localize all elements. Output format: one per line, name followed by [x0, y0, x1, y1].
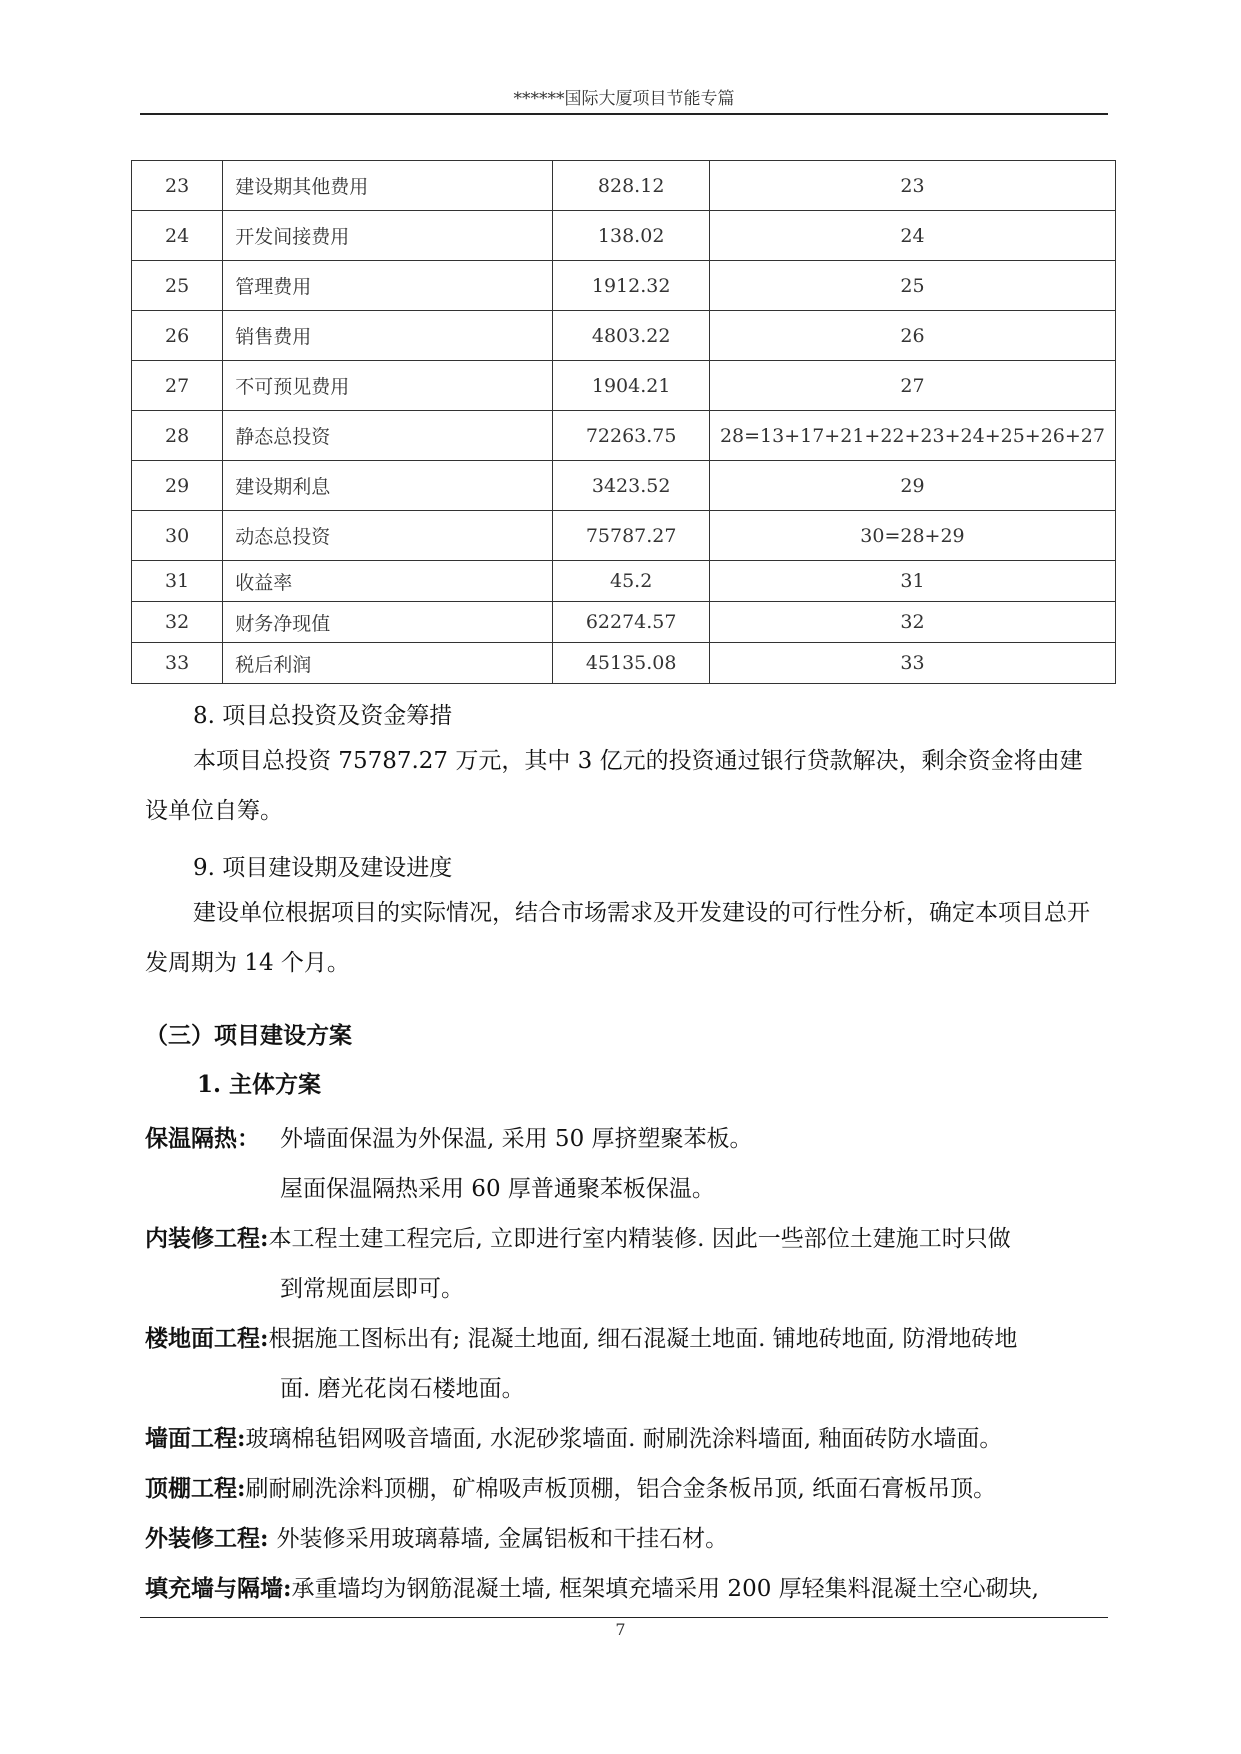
definition-text: 刷耐刷洗涂料顶棚，矿棉吸声板顶棚，铝合金条板吊顶, 纸面石膏板吊顶。: [245, 1476, 997, 1502]
row-note: 24: [709, 211, 1115, 261]
body-text: [145, 696, 1105, 988]
row-number: 31: [132, 561, 223, 602]
definition-wall: [145, 1414, 1110, 1464]
section-9-heading: 9. 项目建设期及建设进度: [193, 855, 453, 881]
row-value: 138.02: [553, 211, 710, 261]
table-row: [132, 411, 1116, 461]
subsection-heading: 1. 主体方案: [197, 1071, 322, 1098]
row-note: 33: [709, 643, 1115, 684]
table-row: [132, 211, 1116, 261]
row-note: 26: [709, 311, 1115, 361]
row-note: 23: [709, 161, 1115, 211]
row-value: 3423.52: [553, 461, 710, 511]
definition-text: 根据施工图标出有; 混凝土地面, 细石混凝土地面. 铺地砖地面, 防滑地砖地: [268, 1326, 1018, 1352]
table-row: [132, 511, 1116, 561]
row-item-name: 销售费用: [223, 311, 553, 361]
definition-continuation: 屋面保温隔热采用 60 厚普通聚苯板保温。: [280, 1176, 715, 1202]
header-rule: [140, 113, 1108, 115]
row-note: 29: [709, 461, 1115, 511]
row-item-name: 开发间接费用: [223, 211, 553, 261]
definition-term: 墙面工程:: [145, 1425, 246, 1452]
table-row: [132, 643, 1116, 684]
section-3-heading: （三）项目建设方案: [145, 1022, 352, 1049]
row-note: 32: [709, 602, 1115, 643]
row-item-name: 静态总投资: [223, 411, 553, 461]
investment-table: [131, 160, 1116, 684]
row-number: 26: [132, 311, 223, 361]
page-header: ******国际大厦项目节能专篇: [513, 89, 735, 109]
definition-term: 顶棚工程:: [145, 1475, 246, 1502]
definition-text: 外墙面保温为外保温, 采用 50 厚挤塑聚苯板。: [280, 1126, 753, 1152]
definition-term: 保温隔热：: [145, 1125, 260, 1152]
row-value: 45135.08: [553, 643, 710, 684]
definition-ceiling: [145, 1464, 1110, 1514]
definition-floor: [145, 1314, 1110, 1364]
table-row: [132, 361, 1116, 411]
construction-scheme-list: [145, 1114, 1110, 1614]
row-item-name: 收益率: [223, 561, 553, 602]
row-number: 33: [132, 643, 223, 684]
row-value: 828.12: [553, 161, 710, 211]
row-item-name: 不可预见费用: [223, 361, 553, 411]
definition-continuation: 面. 磨光花岗石楼地面。: [280, 1376, 525, 1402]
row-note: 25: [709, 261, 1115, 311]
row-item-name: 建设期其他费用: [223, 161, 553, 211]
row-item-name: 建设期利息: [223, 461, 553, 511]
row-value: 1912.32: [553, 261, 710, 311]
row-note: 27: [709, 361, 1115, 411]
row-number: 27: [132, 361, 223, 411]
table-row: [132, 461, 1116, 511]
row-number: 32: [132, 602, 223, 643]
row-item-name: 动态总投资: [223, 511, 553, 561]
row-value: 1904.21: [553, 361, 710, 411]
definition-term: 外装修工程:: [145, 1525, 269, 1552]
row-note: 28=13+17+21+22+23+24+25+26+27: [709, 411, 1115, 461]
row-value: 72263.75: [553, 411, 710, 461]
row-number: 29: [132, 461, 223, 511]
row-number: 24: [132, 211, 223, 261]
table-row: [132, 311, 1116, 361]
row-note: 31: [709, 561, 1115, 602]
table-row: [132, 602, 1116, 643]
row-number: 23: [132, 161, 223, 211]
row-value: 62274.57: [553, 602, 710, 643]
definition-continuation: 到常规面层即可。: [280, 1276, 464, 1302]
row-item-name: 税后利润: [223, 643, 553, 684]
page-number: 7: [615, 1620, 626, 1639]
row-note: 30=28+29: [709, 511, 1115, 561]
definition-text: 本工程土建工程完后, 立即进行室内精装修. 因此一些部位土建施工时只做: [268, 1226, 1011, 1252]
row-item-name: 财务净现值: [223, 602, 553, 643]
definition-interior: [145, 1214, 1110, 1264]
definition-term: 填充墙与隔墙:: [145, 1575, 292, 1602]
definition-insulation: [145, 1114, 1110, 1164]
table-row: [132, 161, 1116, 211]
row-value: 4803.22: [553, 311, 710, 361]
row-value: 45.2: [553, 561, 710, 602]
row-number: 25: [132, 261, 223, 311]
definition-term: 内装修工程:: [145, 1225, 269, 1252]
row-value: 75787.27: [553, 511, 710, 561]
table-row: [132, 561, 1116, 602]
definition-term: 楼地面工程:: [145, 1325, 269, 1352]
definition-text: 玻璃棉毡铝网吸音墙面, 水泥砂浆墙面. 耐刷洗涂料墙面, 釉面砖防水墙面。: [245, 1426, 1003, 1452]
table-row: [132, 261, 1116, 311]
row-item-name: 管理费用: [223, 261, 553, 311]
definition-exterior: [145, 1514, 1110, 1564]
definition-text: 承重墙均为钢筋混凝土墙, 框架填充墙采用 200 厚轻集料混凝土空心砌块,: [291, 1576, 1039, 1602]
row-number: 28: [132, 411, 223, 461]
section-9-paragraph: 建设单位根据项目的实际情况，结合市场需求及开发建设的可行性分析，确定本项目总开发周期为 14 个月。: [145, 900, 1090, 976]
section-8-paragraph: 本项目总投资 75787.27 万元，其中 3 亿元的投资通过银行贷款解决，剩余资金将由建设单位自筹。: [145, 748, 1083, 824]
section-8-heading: 8. 项目总投资及资金筹措: [193, 703, 453, 729]
definition-text: 外装修采用玻璃幕墙, 金属铝板和干挂石材。: [276, 1526, 729, 1552]
row-number: 30: [132, 511, 223, 561]
definition-partition: [145, 1564, 1110, 1614]
footer-rule: [140, 1617, 1108, 1618]
